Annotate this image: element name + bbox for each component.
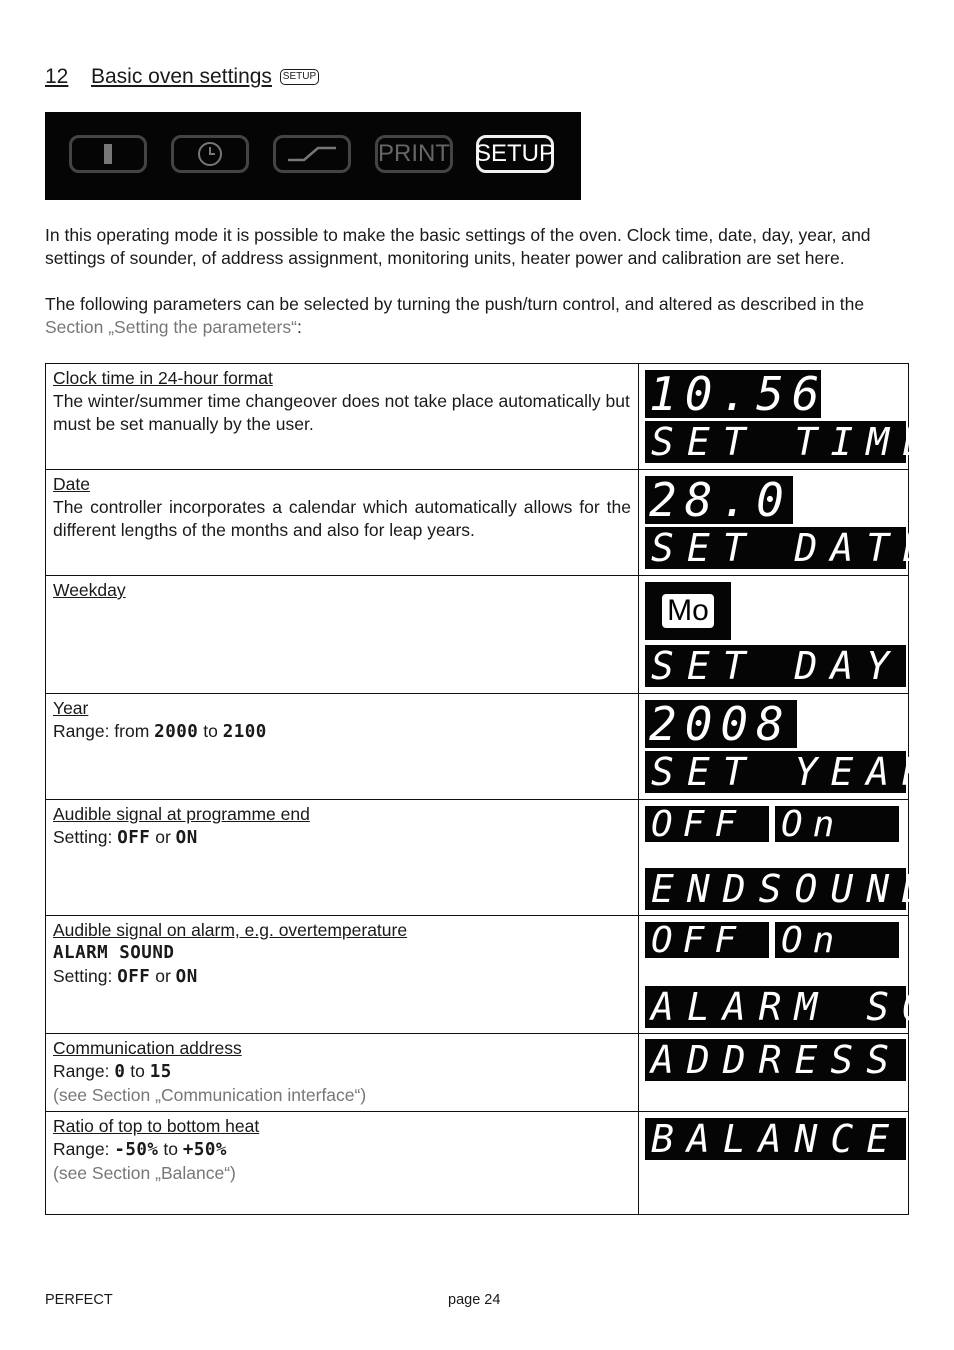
power-bar-icon	[101, 143, 115, 165]
parameters-text: The following parameters can be selected by turning the push/turn control, and altered as described in the	[45, 294, 865, 314]
year-display: 2008	[645, 700, 797, 748]
range-to: 15	[149, 1062, 172, 1082]
table-row-year	[46, 694, 939, 800]
endsound-display: ENDSOUND	[645, 868, 906, 910]
row-setting	[53, 826, 631, 850]
option-on: ON	[175, 967, 198, 987]
row-title: Date	[53, 474, 90, 494]
or-word: or	[155, 966, 171, 986]
alarm-sound-code: ALARM SOUND	[53, 943, 175, 963]
set-day-display: SET DAY	[645, 645, 906, 687]
off-display: OFF	[645, 806, 769, 842]
set-date-display: SET DATE	[645, 527, 906, 569]
range-label: Range:	[53, 1061, 110, 1081]
range-label: Range:	[53, 1139, 110, 1159]
print-key[interactable]: PRINT	[375, 135, 453, 173]
row-range	[53, 1060, 631, 1084]
row-title: Year	[53, 698, 89, 718]
table-row-weekday	[46, 576, 908, 694]
row-title: Communication address	[53, 1038, 242, 1058]
clock-display	[645, 367, 848, 421]
ramp-key[interactable]	[273, 135, 351, 173]
control-keypad	[45, 112, 581, 200]
option-off: OFF	[117, 828, 151, 848]
hour-unit: h	[835, 392, 848, 416]
to-word: to	[130, 1061, 145, 1081]
row-description: The controller incorporates a calendar which automatically allows for the different lengths of the months and also for leap years.	[53, 497, 631, 540]
row-title: Clock time in 24-hour format	[53, 368, 273, 388]
weekday-value: Mo	[662, 594, 714, 628]
table-row-clock	[46, 364, 939, 470]
colon: :	[296, 317, 302, 337]
row-title: Weekday	[53, 580, 126, 600]
clock-icon	[196, 140, 224, 168]
table-row-date	[46, 470, 939, 576]
row-setting	[53, 965, 631, 989]
setting-label: Setting:	[53, 966, 113, 986]
row-range	[53, 1138, 631, 1162]
power-key[interactable]	[69, 135, 147, 173]
row-title: Audible signal at programme end	[53, 804, 310, 824]
setup-key-icon: SETUP	[280, 69, 319, 85]
ramp-curve-icon	[284, 144, 340, 164]
date-display: 28.06.	[645, 476, 793, 524]
row-description: The winter/summer time changeover does not take place automatically but must be set manually by the user.	[53, 391, 630, 434]
on-display: On	[775, 922, 899, 958]
table-row-alarm-sound	[46, 916, 939, 1034]
row-title: Ratio of top to bottom heat	[53, 1116, 260, 1136]
table-row-endsound	[46, 800, 939, 916]
address-display: ADDRESS	[645, 1039, 906, 1081]
table-row-address	[46, 1034, 908, 1112]
to-word: to	[163, 1139, 178, 1159]
range-to: +50%	[182, 1140, 227, 1160]
range-from: 0	[114, 1062, 126, 1082]
balance-display: BALANCE	[645, 1118, 906, 1160]
setting-parameters-link[interactable]: Section „Setting the parameters“	[45, 317, 297, 337]
table-row-balance	[46, 1112, 908, 1214]
range-from: -50%	[114, 1140, 159, 1160]
option-off: OFF	[117, 967, 151, 987]
setup-key[interactable]: SETUP	[476, 135, 554, 173]
section-reference-link[interactable]: (see Section „Balance“)	[53, 1163, 236, 1183]
clock-key[interactable]	[171, 135, 249, 173]
to-word: to	[203, 721, 218, 741]
set-time-display: SET TIME	[645, 421, 906, 463]
parameters-paragraph	[45, 293, 911, 339]
settings-table	[45, 363, 939, 1215]
footer-page-number: page 24	[448, 1292, 501, 1308]
row-title: Audible signal on alarm, e.g. overtemperature	[53, 920, 408, 940]
footer-product-name: PERFECT	[45, 1292, 113, 1308]
setting-label: Setting:	[53, 827, 113, 847]
weekday-display	[645, 582, 731, 640]
range-label: Range: from	[53, 721, 150, 741]
on-display: On	[775, 806, 899, 842]
alarm-sound-display: ALARM SO	[645, 986, 906, 1028]
section-number: 12	[45, 65, 69, 88]
range-from: 2000	[154, 722, 199, 742]
section-title: Basic oven settings	[91, 65, 272, 88]
clock-value: 10.56	[649, 367, 828, 421]
off-display: OFF	[645, 922, 769, 958]
set-year-display: SET YEAR	[645, 751, 906, 793]
or-word: or	[155, 827, 171, 847]
range-to: 2100	[222, 722, 267, 742]
option-on: ON	[175, 828, 198, 848]
section-heading	[45, 64, 319, 90]
section-reference-link[interactable]: (see Section „Communication interface“)	[53, 1085, 367, 1105]
intro-paragraph: In this operating mode it is possible to make the basic settings of the oven. Clock time, date, day, year, and settings of sounder, of address assignment, monitoring units, heater power and calibration are set here.	[45, 225, 871, 268]
row-range	[53, 720, 631, 744]
